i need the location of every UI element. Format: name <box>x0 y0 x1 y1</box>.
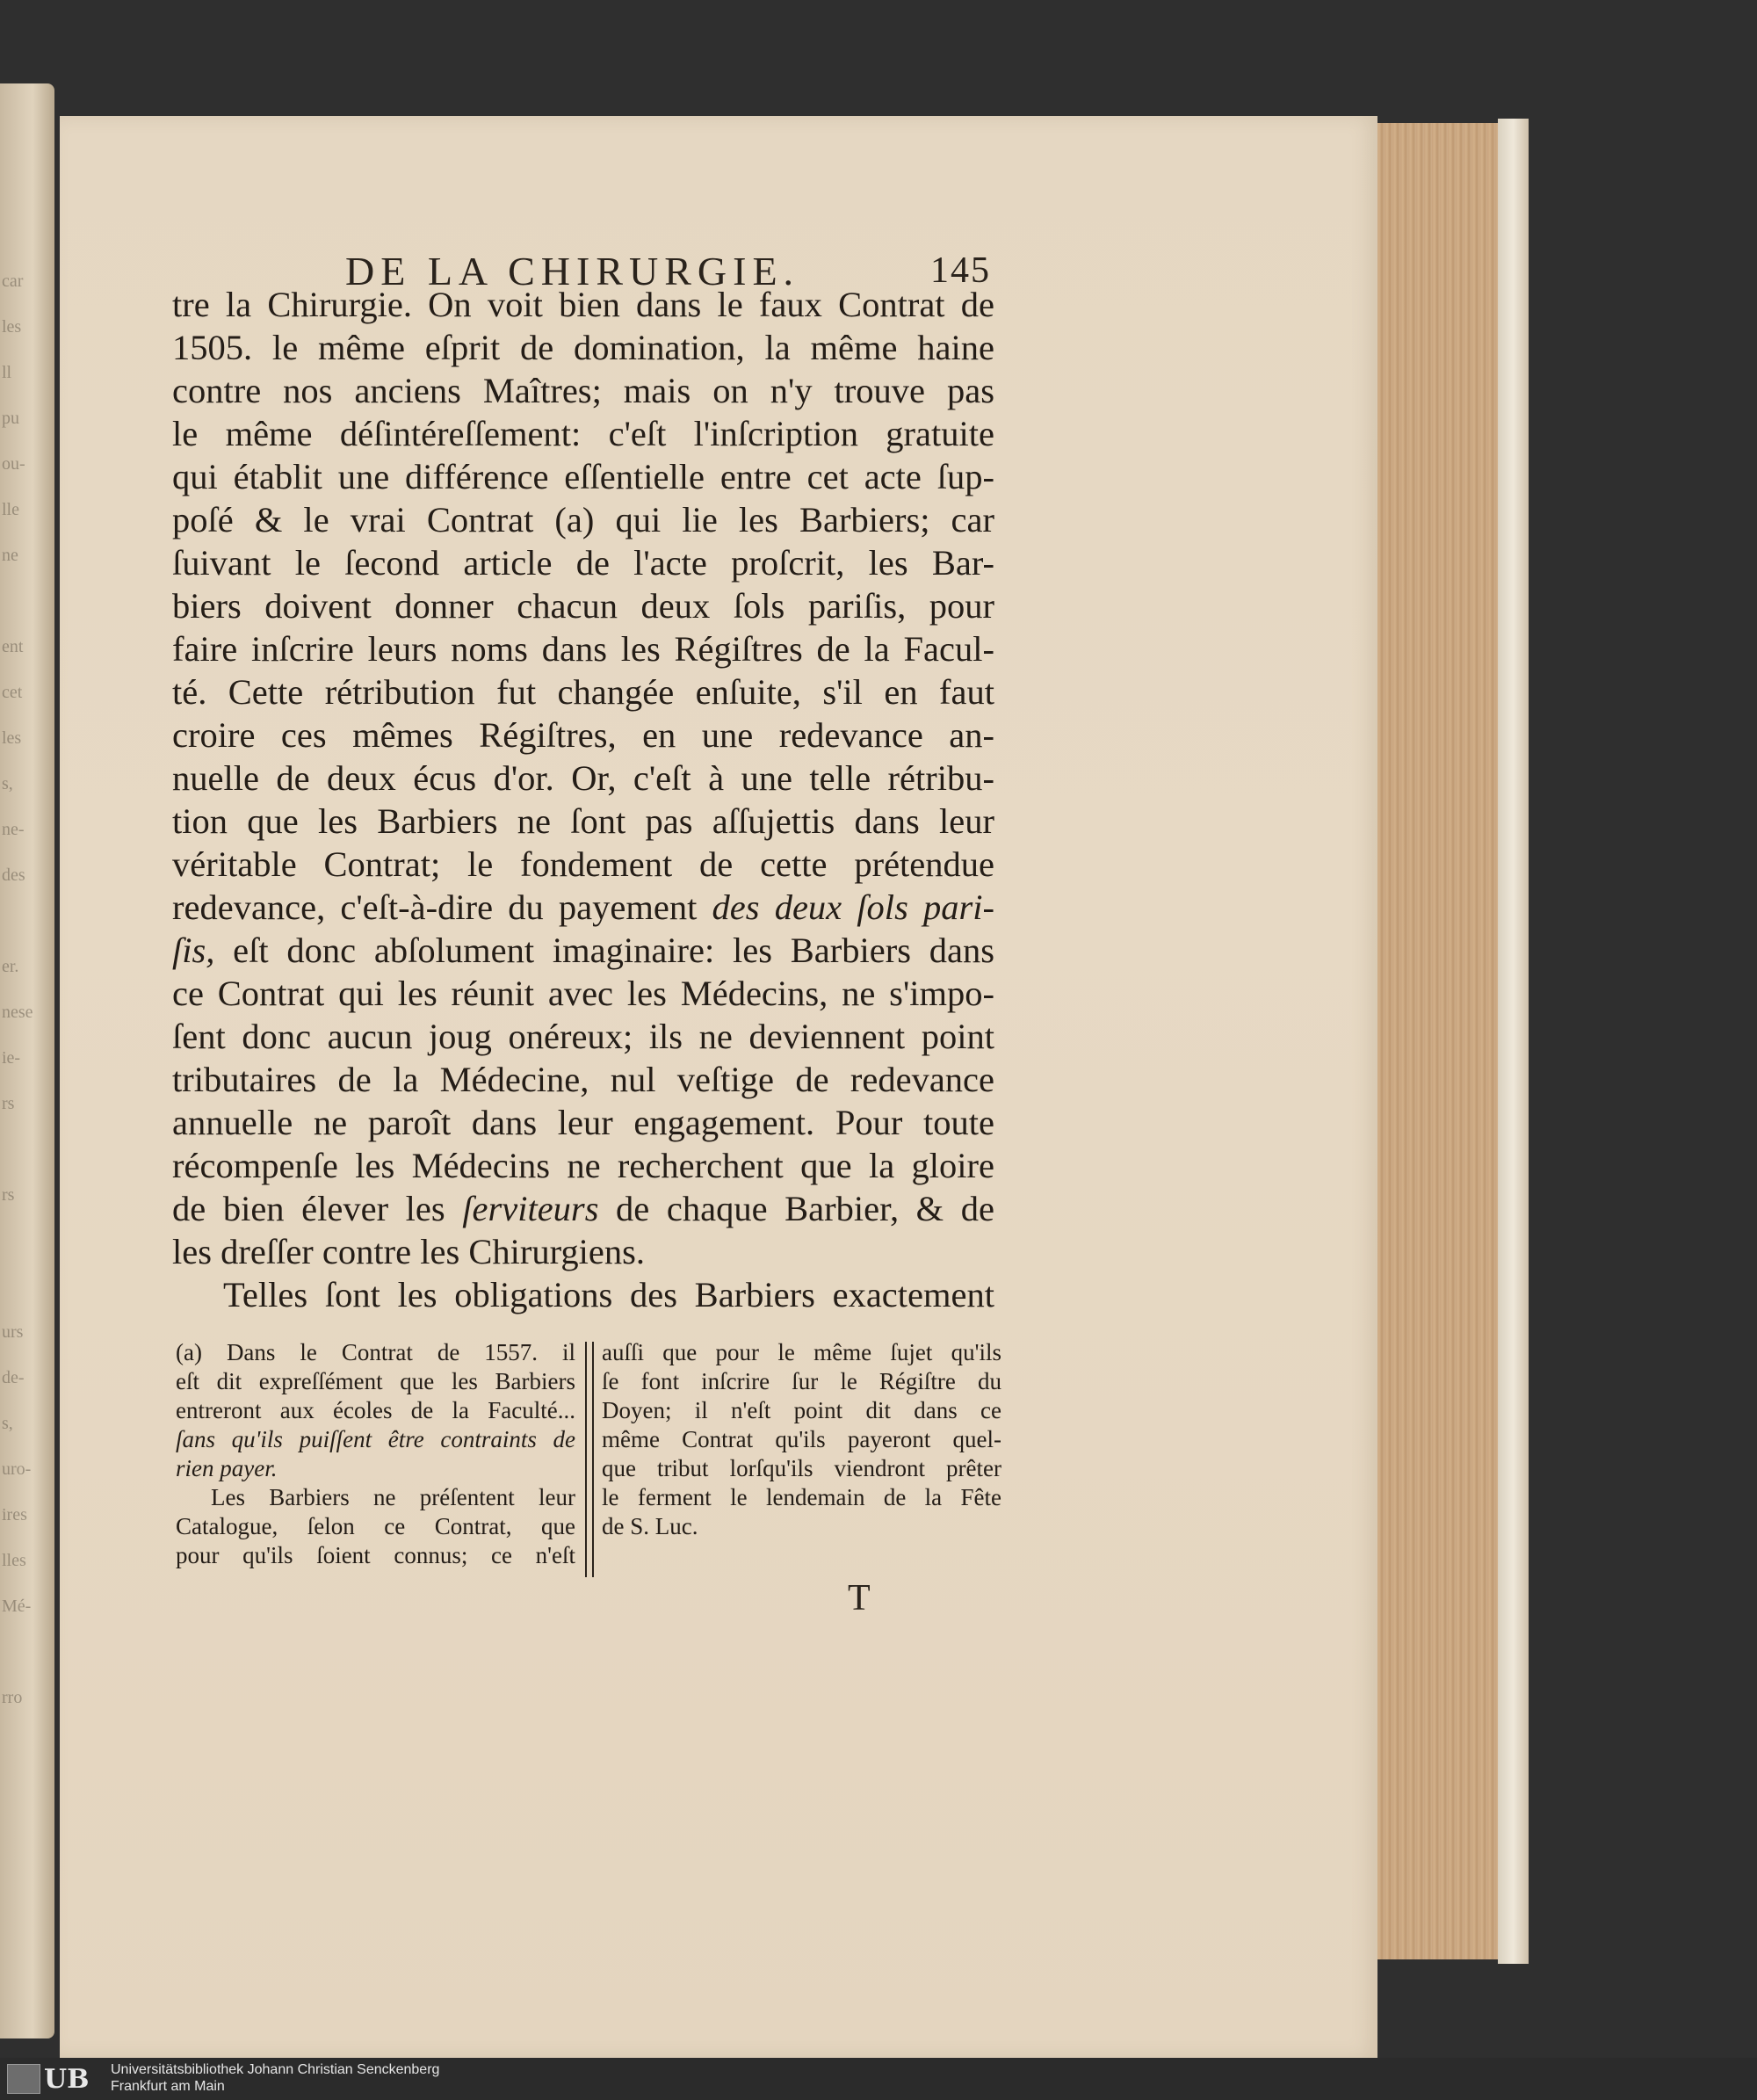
signature-mark: T <box>848 1578 871 1618</box>
footnote-line: (a) Dans le Contrat de 1557. il <box>176 1339 575 1365</box>
body-line: tributaires de la Médecine, nul veſtige de redevance <box>172 1060 994 1099</box>
margin-fragment: les <box>2 317 22 337</box>
body-line: faire inſcrire leurs noms dans les Régiſtres de la Facul- <box>172 629 994 669</box>
body-line <box>172 1187 994 1230</box>
body-line: qui établit une différence eſſentielle entre cet acte ſup- <box>172 457 994 496</box>
body-line: 1505. le même eſprit de domination, la même haine <box>172 328 994 367</box>
body-text-run: de chaque Barbier, & de <box>598 1189 994 1228</box>
body-line: récompenſe les Médecins ne recherchent que la gloire <box>172 1146 994 1185</box>
margin-fragment: lles <box>2 1551 26 1570</box>
margin-fragment: Mé- <box>2 1597 32 1616</box>
body-line: poſé & le vrai Contrat (a) qui lie les Barbiers; car <box>172 500 994 539</box>
body-line: le même déſintéreſſement: c'eſt l'inſcription gratuite <box>172 414 994 453</box>
body-text-run: de bien élever les <box>172 1189 463 1228</box>
margin-fragment: car <box>2 272 24 291</box>
footnotes <box>176 1338 1001 1584</box>
margin-fragment: ne <box>2 546 18 565</box>
footnote-column-divider <box>585 1342 594 1577</box>
margin-fragment: s, <box>2 1414 13 1433</box>
library-location-line: Frankfurt am Main <box>111 2079 225 2094</box>
library-name-line: Universitätsbibliothek Johann Christian Senckenberg <box>111 2062 440 2077</box>
library-logo <box>7 2064 90 2094</box>
footnote-italic: ſans qu'ils puiſſent être contraints de <box>176 1426 575 1452</box>
footnote-line: Catalogue, ſelon ce Contrat, que <box>176 1513 575 1539</box>
margin-fragment: de- <box>2 1368 25 1387</box>
body-text-italic: ſerviteurs <box>462 1189 599 1228</box>
library-name <box>111 2061 439 2095</box>
body-line: biers doivent donner chacun deux ſols pariſis, pour <box>172 586 994 626</box>
left-margin-text <box>2 264 53 1726</box>
body-line: tion que les Barbiers ne ſont pas aſſujettis dans leur <box>172 801 994 841</box>
body-text-italic: des deux ſols pari- <box>712 887 994 927</box>
body-line <box>172 886 994 929</box>
margin-fragment: ll <box>2 363 12 382</box>
footnote-line <box>176 1454 575 1483</box>
body-text-italic: ſis, <box>172 931 215 970</box>
body-line: Telles ſont les obligations des Barbiers exactement <box>223 1275 994 1314</box>
margin-fragment: cet <box>2 683 23 702</box>
footnote-line: Doyen; il n'eſt point dit dans ce <box>602 1397 1001 1423</box>
footnote-line: le ferment le lendemain de la Fête <box>602 1484 1001 1510</box>
body-line: croire ces mêmes Régiſtres, en une redevance an- <box>172 715 994 755</box>
running-title: DE LA CHIRURGIE. <box>345 249 800 293</box>
margin-fragment <box>2 583 53 629</box>
margin-fragment: ent <box>2 637 24 656</box>
margin-fragment <box>2 1269 53 1314</box>
margin-fragment <box>2 1223 53 1269</box>
body-line: les dreſſer contre les Chirurgiens. <box>172 1232 645 1271</box>
footnote-line: pour qu'ils ſoient connus; ce n'eſt <box>176 1542 575 1568</box>
body-text <box>172 283 994 1316</box>
footnote-line: Les Barbiers ne préſentent leur <box>211 1484 575 1510</box>
margin-fragment: ie- <box>2 1048 21 1068</box>
margin-fragment <box>2 1132 53 1177</box>
body-line: té. Cette rétribution fut changée enſuite, s'il en faut <box>172 672 994 712</box>
margin-fragment <box>2 903 53 949</box>
margin-fragment: uro- <box>2 1459 32 1479</box>
body-line: véritable Contrat; le fondement de cette prétendue <box>172 844 994 884</box>
margin-fragment: ou- <box>2 454 25 474</box>
body-line <box>172 929 994 972</box>
margin-fragment: lle <box>2 500 19 519</box>
footnote-column-left <box>176 1338 575 1570</box>
margin-fragment: rs <box>2 1094 15 1113</box>
body-line: nuelle de deux écus d'or. Or, c'eſt à une telle rétribu- <box>172 758 994 798</box>
body-text-run: redevance, c'eſt-à-dire du payement <box>172 887 712 927</box>
margin-fragment: s, <box>2 774 13 793</box>
footnote-italic: rien payer. <box>176 1455 278 1481</box>
body-line: tre la Chirurgie. On voit bien dans le faux Contrat de <box>172 285 994 324</box>
margin-fragment: des <box>2 865 25 885</box>
footnote-line: eſt dit expreſſément que les Barbiers <box>176 1368 575 1394</box>
margin-fragment: les <box>2 728 22 748</box>
logo-box-icon <box>7 2064 40 2094</box>
margin-fragment: ires <box>2 1505 27 1524</box>
margin-fragment: rro <box>2 1688 23 1707</box>
logo-text: UB <box>44 2063 90 2095</box>
footnote-line: entreront aux écoles de la Faculté... <box>176 1397 575 1423</box>
body-text-run: eſt donc abſolument imaginaire: les Barbiers dans <box>214 931 994 970</box>
body-line: ſent donc aucun joug onéreux; ils ne deviennent point <box>172 1017 994 1056</box>
body-line: ce Contrat qui les réunit avec les Médecins, ne s'impo- <box>172 974 994 1013</box>
footnote-line: que tribut lorſqu'ils viendront prêter <box>602 1455 1001 1481</box>
footnote-line: même Contrat qu'ils payeront quel- <box>602 1426 1001 1452</box>
book-cover-edge <box>1498 119 1529 1964</box>
footnote-line: de S. Luc. <box>602 1513 698 1539</box>
margin-fragment: ne- <box>2 820 25 839</box>
footnote-line <box>176 1425 575 1454</box>
margin-fragment: rs <box>2 1185 15 1205</box>
body-line: annuelle ne paroît dans leur engagement. Pour toute <box>172 1103 994 1142</box>
footnote-line: auſſi que pour le même ſujet qu'ils <box>602 1339 1001 1365</box>
margin-fragment: nese <box>2 1003 33 1022</box>
margin-fragment: er. <box>2 957 19 976</box>
body-line: contre nos anciens Maîtres; mais on n'y trouve pas <box>172 371 994 410</box>
footnote-line: ſe font inſcrire ſur le Régiſtre du <box>602 1368 1001 1394</box>
margin-fragment <box>2 1634 53 1680</box>
margin-fragment: urs <box>2 1322 24 1342</box>
margin-fragment: pu <box>2 409 19 428</box>
body-line: ſuivant le ſecond article de l'acte proſcrit, les Bar- <box>172 543 994 583</box>
page-number: 145 <box>930 250 991 291</box>
footnote-column-right <box>602 1338 1001 1541</box>
